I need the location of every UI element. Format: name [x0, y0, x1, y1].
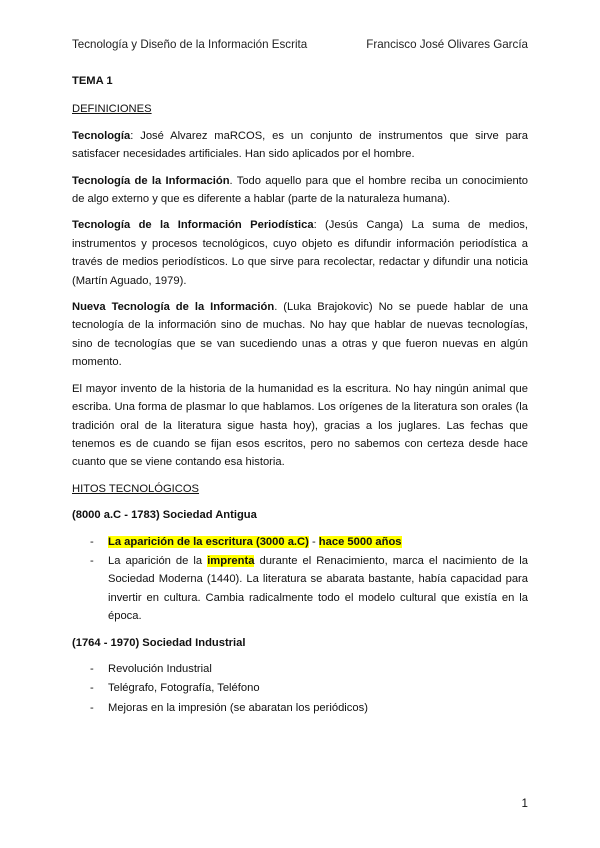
section-heading-definitions: DEFINICIONES	[72, 103, 152, 116]
list-text: Telégrafo, Fotografía, Teléfono	[108, 682, 260, 695]
definition-paragraph	[72, 216, 528, 290]
era-heading-industrial: (1764 - 1970) Sociedad Industrial	[72, 636, 246, 649]
highlighted-text: imprenta	[207, 554, 255, 567]
list-item	[72, 533, 528, 551]
definition-text: : (Jesús Canga) La suma de medios, instrumentos y procesos tecnológicos, cuyo objeto es difundir información periodística a través de medios periodísticos. Lo que sirve para recolectar, redactar y difundir una noticia (Martín Aguado, 1979).	[72, 219, 528, 287]
list-text: La aparición de la	[108, 554, 208, 567]
list-item	[72, 552, 528, 626]
list-text: durante el Renacimiento, marca el nacimiento de la Sociedad Moderna (1440). La literatura se abarata bastante, había capacidad para invertir en cultura. Cambia radicalmente todo el modelo cultural que existía en la época.	[108, 554, 528, 623]
definition-paragraph	[72, 172, 528, 209]
section-heading-milestones: HITOS TECNOLÓGICOS	[72, 482, 200, 495]
definition-term: Nueva Tecnología de la Información	[72, 301, 275, 314]
definition-text: : José Alvarez maRCOS, es un conjunto de instrumentos que sirve para satisfacer necesidades artificiales. Han sido aplicados por el hombre.	[72, 129, 528, 161]
list-dash: -	[90, 662, 94, 675]
list-item	[72, 660, 528, 678]
definition-paragraph	[72, 127, 528, 164]
era-list-industrial	[72, 660, 528, 717]
definition-term: Tecnología de la Información	[72, 174, 230, 187]
page-number: 1	[521, 797, 528, 810]
document-body	[72, 72, 528, 725]
definition-text: . (Luka Brajokovic) No se puede hablar de una tecnología de la información sino de muchas. No hay que hablar de nuevas tecnologías, sino de tecnologías que se van sucediendo unas a otras y que fueron nuevas en algún momento.	[72, 301, 528, 369]
list-dash: -	[90, 682, 94, 695]
body-paragraph: El mayor invento de la historia de la humanidad es la escritura. No hay ningún animal que escriba. Una forma de plasmar lo que hablamos. Los orígenes de la literatura son orales (la tradición oral de la literatura sigue hasta hoy), gracias a los juglares. Las fechas que tenemos es de cuando se fijan esos escritos, pero no sabemos con certeza desde hace cuanto que se viene contando esa historia.	[72, 382, 528, 469]
list-dash: -	[90, 535, 94, 548]
highlighted-separator: -	[308, 535, 319, 548]
list-dash: -	[90, 554, 94, 567]
era-heading-antigua: (8000 a.C - 1783) Sociedad Antigua	[72, 509, 257, 522]
list-item	[72, 699, 528, 717]
list-dash: -	[90, 701, 94, 714]
era-list-antigua	[72, 533, 528, 626]
definition-paragraph	[72, 298, 528, 372]
highlighted-text: La aparición de la escritura (3000 a.C)	[108, 535, 309, 548]
list-text: Revolución Industrial	[108, 662, 212, 675]
highlighted-text: hace 5000 años	[318, 535, 402, 548]
header-title: Tecnología y Diseño de la Información Escrita	[72, 38, 308, 51]
list-text: Mejoras en la impresión (se abaratan los periódicos)	[108, 701, 368, 714]
topic-title: TEMA 1	[72, 75, 113, 87]
header-author: Francisco José Olivares García	[366, 38, 528, 51]
list-item	[72, 679, 528, 697]
definition-text: . Todo aquello para que el hombre reciba un conocimiento de algo externo y que es diferente a hablar (parte de la naturaleza humana).	[72, 174, 529, 206]
definition-term: Tecnología	[72, 129, 131, 142]
definition-term: Tecnología de la Información Periodística	[72, 219, 314, 232]
